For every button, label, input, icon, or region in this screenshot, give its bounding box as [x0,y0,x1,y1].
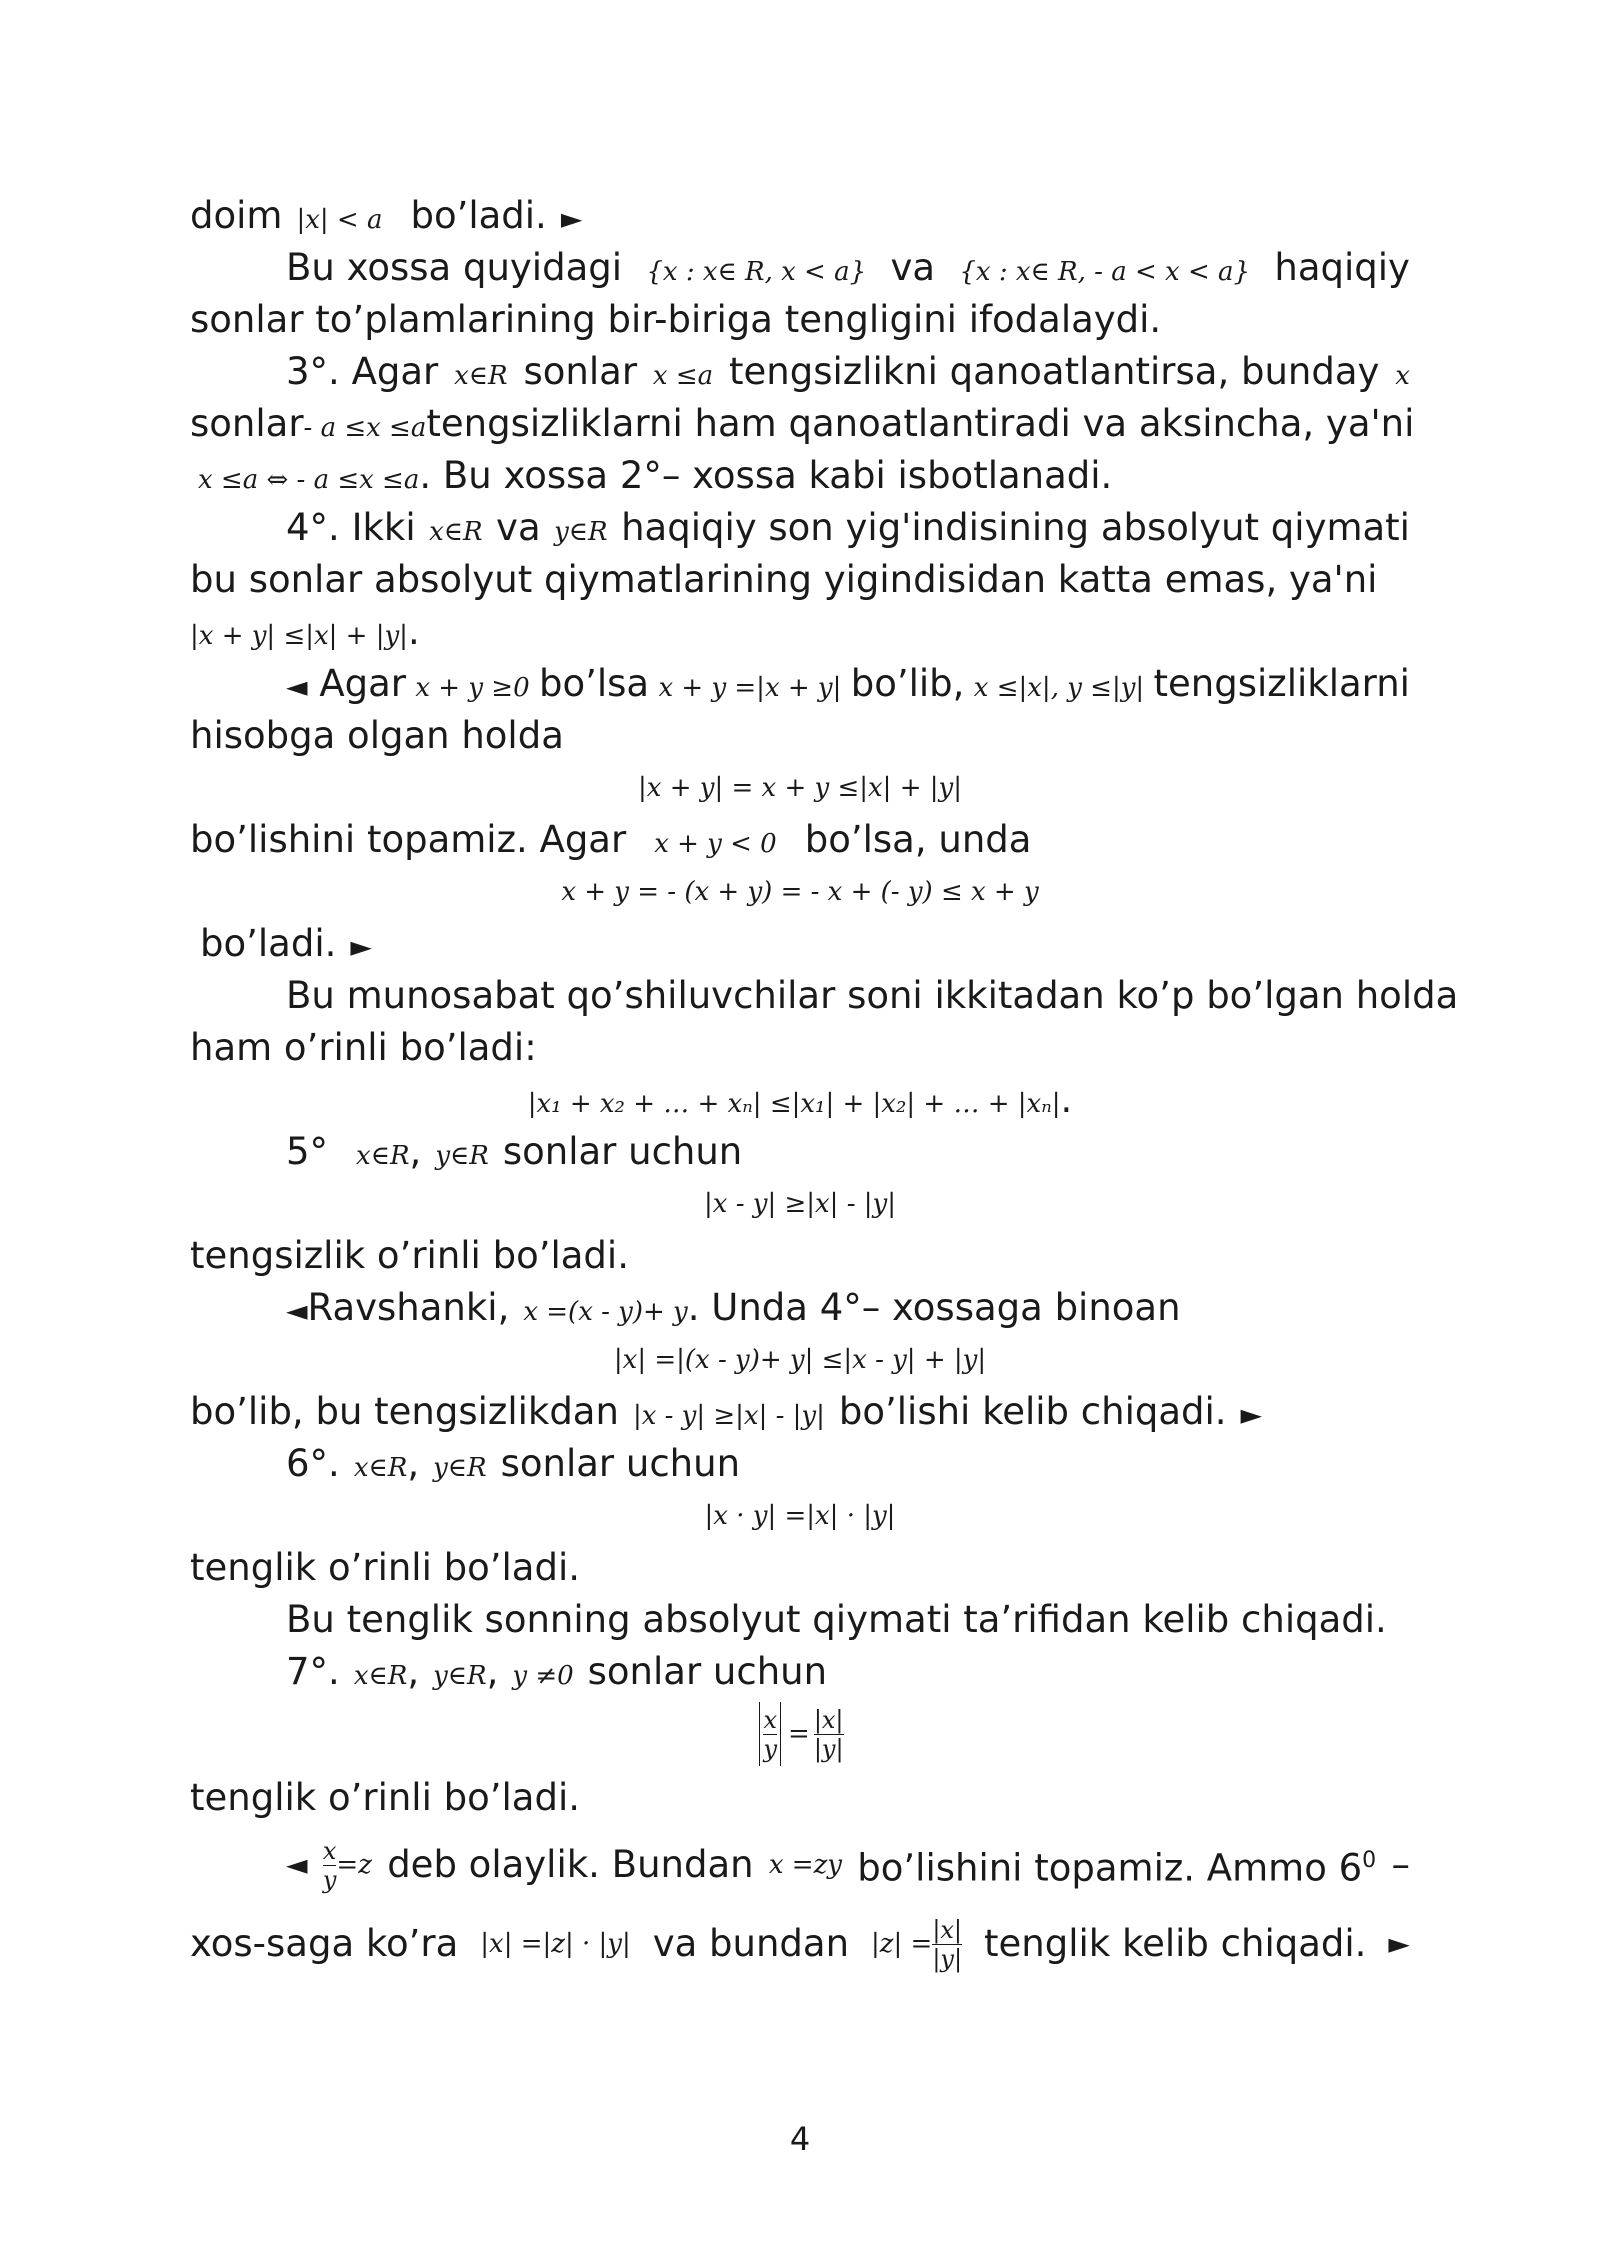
formula: |x| =|z| · |y| [480,1929,631,1959]
text-line [190,190,1410,246]
text-line [190,242,1410,298]
text: va bundan [652,1922,850,1965]
formula: x ≤|x|, y ≤|y| [973,673,1145,703]
text: bo’ladi. [410,194,547,237]
formula: x + y < 0 [654,829,777,859]
text: , [409,1130,422,1173]
text: tenglik kelib chiqadi. [984,1922,1367,1965]
formula: y∈R [435,1141,489,1171]
text-line [190,1906,1410,1982]
formula: y∈R [433,1453,487,1483]
text-line [190,1022,1410,1074]
text: 6°. [286,1442,340,1485]
text: deb olaylik. Bundan [387,1843,754,1886]
text: tengsizliklarni ham qanoatlantiradi va aksincha, ya'ni [426,402,1415,445]
formula: x ≤a ⇔ - a ≤x ≤a [198,465,420,495]
text: , [407,1650,420,1693]
text-line [200,918,1420,973]
text: . [1060,1078,1073,1121]
denominator: |y| [932,1944,963,1973]
text-line [190,554,1410,606]
text: sonlar uchun [587,1650,828,1693]
text-line [190,658,1410,714]
formula-line [190,1334,1410,1386]
text-line [190,970,1459,1022]
denominator: |y| [813,1734,844,1763]
superscript: 0 [1362,1848,1377,1874]
text: 4°. Ikki [286,506,416,549]
text: xos-saga ko’ra [190,1922,459,1965]
formula: x∈R [353,1661,408,1691]
text: tengsizlik o’rinli bo’ladi. [190,1234,629,1277]
formula: x∈R [429,517,483,547]
numerator: x [763,1705,777,1734]
formula-line [190,1698,1410,1770]
text: va [890,246,936,289]
text-line [190,606,1410,662]
text: ham o’rinli bo’ladi: [190,1026,537,1069]
formula [756,1702,843,1766]
text: tenglik o’rinli bo’ladi. [190,1776,580,1819]
formula: x + y =|x + y| [658,673,842,703]
text-line [190,1772,1410,1824]
text-line [190,1646,1506,1702]
text: tengsizliklarni [1153,662,1410,705]
text: bo’lishini topamiz. Agar [190,818,627,861]
start-proof-marker: ◄ [286,1294,308,1327]
end-proof-marker: ► [1240,1398,1263,1431]
text: Ravshanki, [307,1286,510,1329]
text: 5° [286,1130,329,1173]
formula: y ≠0 [512,1661,574,1691]
text-line [190,1282,1506,1338]
formula: |x₁ + x₂ + … + xₙ| ≤|x₁| + |x₂| + … + |xₙ| [527,1089,1061,1119]
text: sonlar [523,350,638,393]
numerator: x [322,1836,337,1865]
numerator: |x| [813,1705,844,1734]
formula: |x - y| ≥|x| - |y| [704,1189,896,1219]
formula: x∈R [356,1141,410,1171]
formula: x + y ≥0 [415,673,530,703]
formula-line [190,1074,1410,1130]
text: bo’lsa, unda [804,818,1032,861]
formula: |x - y| ≥|x| - |y| [632,1401,825,1431]
formula: y∈R [433,1661,487,1691]
formula: x∈R [454,361,508,391]
text: doim [190,194,283,237]
text-line [190,1126,1506,1182]
page-number: 4 [789,2120,811,2158]
end-proof-marker: ► [1388,1927,1410,1960]
text: sonlar [190,402,304,445]
text-line [190,1594,1396,1646]
equals-sign: = [788,1719,810,1749]
formula: y∈R [554,517,608,547]
text: sonlar uchun [500,1442,741,1485]
start-proof-marker: ◄ [286,1848,308,1881]
text: hisobga olgan holda [190,714,564,757]
text: tengsizlikni qanoatlantirsa, bunday [729,350,1380,393]
formula: |z| = [871,1929,933,1959]
denominator: y [763,1734,778,1763]
text: bo’lishini topamiz. Ammo 6 [857,1846,1363,1890]
formula-line [190,866,1410,918]
formula [871,1916,962,1973]
text: Bu munosabat qo’shiluvchilar soni ikkitadan ko’p bo’lgan holda [286,974,1459,1017]
text: va [496,506,541,549]
text-line [190,1830,1410,1900]
formula: |x| < a [296,205,383,235]
text-line [190,1230,1410,1282]
text: haqiqiy [1274,246,1410,289]
text: bo’ladi. [200,922,337,965]
text: bu sonlar absolyut qiymatlarining yigindisidan katta emas, ya'ni [190,558,1378,601]
formula: |x| =|(x - y)+ y| ≤|x - y| + |y| [613,1345,987,1375]
text: 7°. [286,1650,340,1693]
formula [323,1837,372,1894]
text: . Unda 4°– xossaga binoan [687,1286,1181,1329]
text-line [190,1542,1410,1594]
text-line [190,294,1410,346]
text: bo’lib, [850,662,965,705]
formula: |x + y| ≤|x| + |y| [190,621,408,651]
text-line [190,398,1415,454]
formula-line [190,1490,1410,1542]
end-proof-marker: ► [560,202,583,235]
text-line [190,1438,1506,1494]
text-line [190,710,1410,762]
text-line [190,346,1410,402]
text: sonlar uchun [502,1130,743,1173]
formula: x + y = - (x + y) = - x + (- y) ≤ x + y [561,877,1039,907]
text: , [486,1650,499,1693]
text: tenglik o’rinli bo’ladi. [190,1546,580,1589]
text: – [1391,1843,1410,1886]
formula: {x : x∈ R, - a < x < a} [959,257,1251,287]
text: bo’lsa [538,662,650,705]
end-proof-marker: ► [350,930,372,963]
formula: x [1395,361,1410,391]
text: , [407,1442,420,1485]
denominator: y [322,1865,337,1894]
text: Bu tenglik sonning absolyut qiymati ta’rifidan kelib chiqadi. [286,1598,1387,1641]
numerator: |x| [932,1915,963,1944]
text-line [190,502,1410,558]
formula: x =(x - y)+ y [523,1297,688,1327]
text: 3°. Agar [286,350,439,393]
text: . Bu xossa 2°– xossa kabi isbotlanadi. [419,454,1113,497]
text: bo’lishi kelib chiqadi. [838,1390,1227,1433]
formula: x∈R [353,1453,408,1483]
formula: |x · y| =|x| · |y| [704,1501,896,1531]
text-line [190,1386,1410,1442]
text: Agar [319,662,406,705]
formula-line [190,762,1410,814]
text: . [407,610,420,653]
formula: {x : x∈ R, x < a} [646,257,867,287]
formula: |x + y| = x + y ≤|x| + |y| [638,773,962,803]
text-line [190,814,1410,870]
text: bo’lib, bu tengsizlikdan [190,1390,619,1433]
formula: x =zy [768,1850,842,1880]
start-proof-marker: ◄ [286,670,308,703]
text: Bu xossa quyidagi [286,246,623,289]
formula: - a ≤x ≤a [303,413,427,443]
formula-line [190,1178,1410,1230]
formula: =z [336,1850,372,1880]
text: haqiqiy son yig'indisining absolyut qiymati [621,506,1410,549]
formula: x ≤a [652,361,714,391]
text: sonlar to’plamlarining bir-biriga tengligini ifodalaydi. [190,298,1162,341]
text-line [190,450,1410,506]
